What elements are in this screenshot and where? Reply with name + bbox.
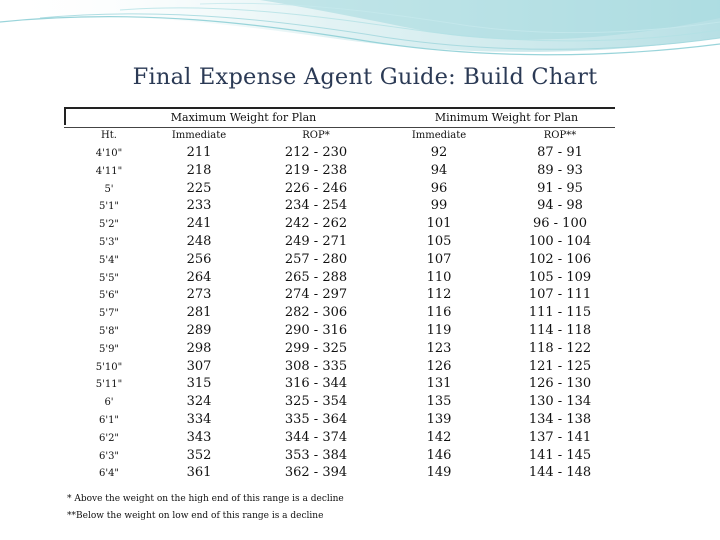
- table-row: [64, 145, 615, 163]
- min-rop-cell: 91 - 95: [537, 180, 583, 196]
- min-immediate-cell: 123: [426, 340, 452, 356]
- column-header-max-immediate: Immediate: [171, 130, 227, 141]
- table-row: [64, 270, 615, 288]
- table-row: [64, 448, 615, 466]
- min-immediate-cell: 107: [426, 251, 452, 267]
- max-immediate-cell: 233: [186, 198, 212, 214]
- table-row: [64, 323, 615, 341]
- min-rop-cell: 126 - 130: [528, 376, 592, 392]
- min-rop-cell: 118 - 122: [528, 340, 592, 356]
- max-rop-cell: 257 - 280: [284, 251, 348, 267]
- min-rop-cell: 89 - 93: [537, 162, 583, 178]
- max-rop-cell: 274 - 297: [284, 287, 348, 303]
- max-immediate-cell: 241: [186, 216, 212, 232]
- max-immediate-cell: 281: [186, 305, 212, 321]
- footnotes: [67, 491, 344, 525]
- max-rop-cell: 335 - 364: [284, 411, 348, 427]
- max-immediate-cell: 273: [186, 287, 212, 303]
- max-immediate-cell: 225: [186, 180, 212, 196]
- max-immediate-cell: 315: [186, 376, 212, 392]
- min-immediate-cell: 135: [426, 394, 452, 410]
- height-cell: 5'4": [98, 254, 120, 266]
- min-immediate-cell: 146: [426, 447, 452, 463]
- min-immediate-cell: 149: [426, 465, 452, 481]
- header-divider: [64, 127, 615, 128]
- column-header-min-immediate: Immediate: [411, 130, 467, 141]
- table-row: [64, 163, 615, 181]
- height-cell: 6'2": [98, 432, 120, 444]
- height-cell: 5'3": [98, 236, 120, 248]
- table-row: [64, 287, 615, 305]
- min-rop-cell: 100 - 104: [528, 233, 592, 249]
- height-cell: 5'10": [95, 361, 123, 373]
- max-immediate-cell: 352: [186, 447, 212, 463]
- max-rop-cell: 325 - 354: [284, 394, 348, 410]
- min-rop-cell: 105 - 109: [528, 269, 592, 285]
- height-cell: 5'9": [98, 343, 120, 355]
- min-immediate-cell: 112: [426, 287, 452, 303]
- max-rop-cell: 226 - 246: [284, 180, 348, 196]
- max-immediate-cell: 248: [186, 233, 212, 249]
- height-cell: 5'5": [98, 272, 120, 284]
- min-immediate-cell: 131: [426, 376, 452, 392]
- height-cell: 5'8": [98, 325, 120, 337]
- min-immediate-cell: 105: [426, 233, 452, 249]
- height-cell: 4'11": [95, 165, 123, 177]
- table-top-border: [64, 107, 615, 109]
- height-cell: 5'7": [98, 308, 120, 320]
- max-immediate-cell: 307: [186, 358, 212, 374]
- min-immediate-cell: 116: [426, 305, 452, 321]
- max-immediate-cell: 334: [186, 411, 212, 427]
- min-rop-cell: 94 - 98: [537, 198, 583, 214]
- column-header-max-rop: ROP*: [302, 130, 330, 141]
- max-rop-cell: 242 - 262: [284, 216, 348, 232]
- min-rop-cell: 107 - 111: [528, 287, 592, 303]
- min-rop-cell: 114 - 118: [528, 322, 592, 338]
- max-immediate-cell: 298: [186, 340, 212, 356]
- height-cell: 6'3": [98, 450, 120, 462]
- min-rop-cell: 137 - 141: [528, 429, 592, 445]
- min-rop-cell: 121 - 125: [528, 358, 592, 374]
- table-row: [64, 181, 615, 199]
- table-row: [64, 412, 615, 430]
- column-header-min-rop: ROP**: [543, 130, 577, 141]
- height-cell: 6'4": [98, 468, 120, 480]
- table-body: [64, 145, 615, 483]
- max-rop-cell: 265 - 288: [284, 269, 348, 285]
- max-immediate-cell: 324: [186, 394, 212, 410]
- footnote-rop: * Above the weight on the high end of this range is a decline: [67, 494, 344, 504]
- height-cell: 5': [104, 183, 114, 195]
- height-cell: 5'2": [98, 219, 120, 231]
- min-rop-cell: 87 - 91: [537, 145, 583, 160]
- min-immediate-cell: 101: [426, 216, 452, 232]
- min-immediate-cell: 110: [426, 269, 452, 285]
- min-immediate-cell: 139: [426, 411, 452, 427]
- max-rop-cell: 249 - 271: [284, 233, 348, 249]
- height-cell: 6'1": [98, 414, 120, 426]
- height-cell: 5'6": [98, 290, 120, 302]
- max-immediate-cell: 218: [186, 162, 212, 178]
- max-immediate-cell: 343: [186, 429, 212, 445]
- max-immediate-cell: 361: [186, 465, 212, 481]
- max-rop-cell: 353 - 384: [284, 447, 348, 463]
- min-immediate-cell: 94: [430, 162, 448, 178]
- max-rop-cell: 316 - 344: [284, 376, 348, 392]
- max-rop-cell: 219 - 238: [284, 162, 348, 178]
- table-row: [64, 252, 615, 270]
- table-row: [64, 359, 615, 377]
- max-weight-group-header: Maximum Weight for Plan: [170, 111, 317, 124]
- max-immediate-cell: 256: [186, 251, 212, 267]
- height-cell: 6': [104, 397, 114, 409]
- footnote-rop-min: **Below the weight on low end of this range is a decline: [67, 511, 324, 521]
- build-chart-table: [64, 107, 615, 481]
- min-rop-cell: 111 - 115: [528, 305, 592, 321]
- min-immediate-cell: 126: [426, 358, 452, 374]
- table-row: [64, 394, 615, 412]
- min-rop-cell: 102 - 106: [528, 251, 592, 267]
- height-cell: 5'1": [98, 201, 120, 213]
- table-row: [64, 305, 615, 323]
- max-immediate-cell: 289: [186, 322, 212, 338]
- min-immediate-cell: 92: [430, 145, 448, 160]
- table-row: [64, 234, 615, 252]
- table-row: [64, 465, 615, 483]
- page-title: Final Expense Agent Guide: Build Chart: [132, 64, 598, 90]
- table-row: [64, 198, 615, 216]
- max-rop-cell: 212 - 230: [284, 145, 348, 160]
- table-row: [64, 341, 615, 359]
- table-row: [64, 430, 615, 448]
- min-rop-cell: 141 - 145: [528, 447, 592, 463]
- min-rop-cell: 134 - 138: [528, 411, 592, 427]
- table-left-border: [64, 107, 66, 125]
- max-immediate-cell: 211: [186, 145, 212, 160]
- min-rop-cell: 130 - 134: [528, 394, 592, 410]
- min-immediate-cell: 142: [426, 429, 452, 445]
- max-rop-cell: 290 - 316: [284, 322, 348, 338]
- min-immediate-cell: 99: [430, 198, 448, 214]
- max-rop-cell: 234 - 254: [284, 198, 348, 214]
- min-rop-cell: 144 - 148: [528, 465, 592, 481]
- table-row: [64, 376, 615, 394]
- height-cell: 5'11": [95, 379, 123, 391]
- max-rop-cell: 308 - 335: [284, 358, 348, 374]
- column-header-height: Ht.: [101, 130, 117, 141]
- min-rop-cell: 96 - 100: [532, 216, 587, 232]
- height-cell: 4'10": [95, 148, 123, 159]
- max-rop-cell: 299 - 325: [284, 340, 348, 356]
- max-rop-cell: 344 - 374: [284, 429, 348, 445]
- max-rop-cell: 362 - 394: [284, 465, 348, 481]
- max-immediate-cell: 264: [186, 269, 212, 285]
- table-row: [64, 216, 615, 234]
- min-weight-group-header: Minimum Weight for Plan: [434, 111, 579, 124]
- min-immediate-cell: 119: [426, 322, 452, 338]
- max-rop-cell: 282 - 306: [284, 305, 348, 321]
- min-immediate-cell: 96: [430, 180, 448, 196]
